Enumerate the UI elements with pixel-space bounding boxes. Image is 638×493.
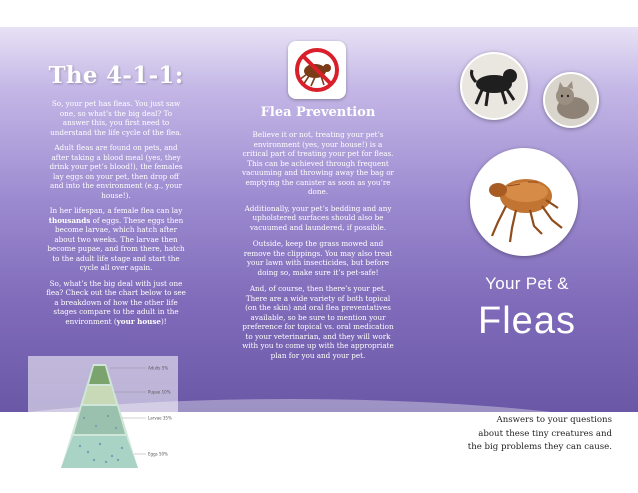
left-panel — [46, 62, 186, 332]
middle-paragraph-2: Additionally, your pet’s bedding and any upholstered surfaces should also be vacuumed and laundered, if possible. — [244, 203, 392, 232]
cover-title — [457, 274, 597, 343]
pyramid-label-larvae: Larvae 35% — [148, 415, 172, 421]
cover-title-line1: Your Pet & — [485, 274, 569, 293]
flea-pyramid-chart — [28, 356, 178, 476]
cover-title-line2: Fleas — [478, 300, 576, 342]
cat-photo — [543, 72, 599, 128]
left-paragraph-2: Adult fleas are found on pets, and after taking a blood meal (yes, they drink your pet’s blood!), the females lay eggs on your pet, then drop off and into the environment (e.g., your house!). — [49, 143, 183, 200]
dog-photo — [460, 52, 528, 120]
no-flea-icon — [288, 41, 346, 99]
pyramid-label-adults: Adults 5% — [148, 365, 169, 371]
left-p3-end: of eggs. These eggs then become larvae, which hatch after about two weeks. The larvae then become pupae, and from there, hatch to the adult life stage and start the cycle all over again. — [47, 215, 185, 272]
left-panel-title: The 4-1-1: — [48, 62, 184, 89]
flea-prevention-heading: Flea Prevention — [260, 105, 376, 120]
middle-panel — [242, 105, 394, 367]
left-paragraph-4 — [46, 279, 186, 327]
middle-paragraph-3: Outside, keep the grass mowed and remove the clippings. You may also treat your lawn with insecticides, but before doing so, make sure it’s pet-safe! — [243, 239, 393, 277]
left-p4-end: )! — [160, 316, 167, 326]
pyramid-label-pupae: Pupae 10% — [148, 389, 171, 395]
left-p3-start: In her lifespan, a female flea can lay — [49, 206, 183, 215]
flea-photo — [470, 148, 578, 256]
tagline-line-3: the big problems they can cause. — [467, 442, 612, 452]
left-p4-bold: your house — [116, 316, 161, 326]
pyramid-label-eggs: Eggs 50% — [148, 451, 168, 457]
left-p4-start: So, what’s the big deal with just one flea? Check out the chart below to see a breakdown of how the other life stages compare to the adult in the environment ( — [46, 278, 186, 326]
left-paragraph-1: So, your pet has fleas. You just saw one, so what’s the big deal? To answer this, you first need to understand the life cycle of the flea. — [50, 99, 182, 137]
middle-paragraph-4: And, of course, then there’s your pet. There are a wide variety of both topical (on the skin) and oral flea preventatives available, so be sure to mention your preference for topical vs. oral medication to your veterinarian, and they will work with you to come up with the appropriate plan for you and your pet. — [242, 284, 394, 360]
left-p3-bold: thousands — [48, 215, 91, 225]
cover-tagline — [446, 414, 612, 455]
tagline-line-2: about these tiny creatures and — [478, 428, 612, 439]
middle-paragraph-1: Believe it or not, treating your pet’s environment (yes, your house!) is a critical part of treating your pet for fleas. This can be achieved through frequent vacuuming and throwing away the bag or emptying the canister as soon as you’re done. — [242, 130, 394, 196]
left-paragraph-3 — [46, 206, 186, 273]
tagline-line-1: Answers to your questions — [496, 415, 612, 425]
